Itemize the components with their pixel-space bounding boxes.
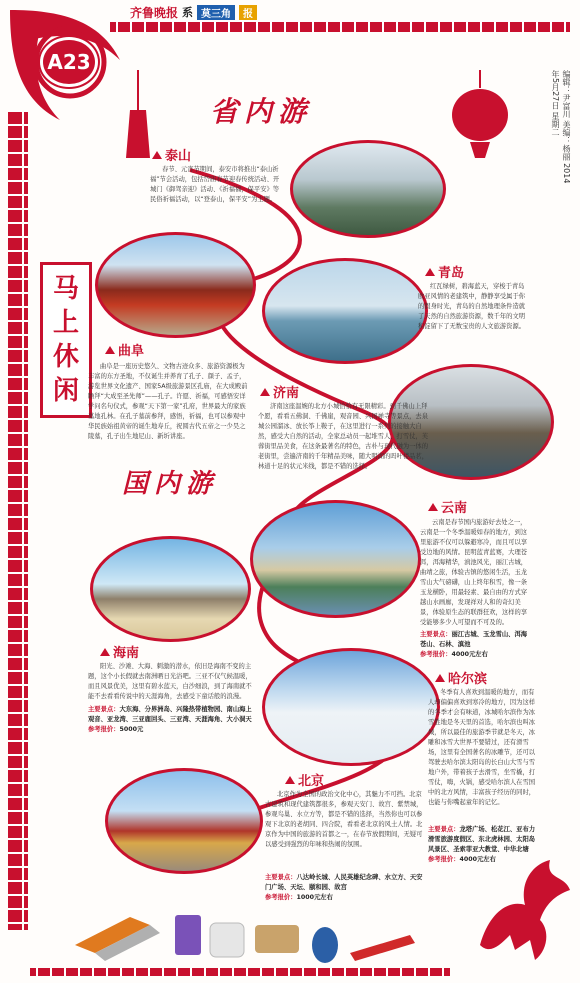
price-label: 参考报价： [265,894,297,901]
netbook-icon [350,935,415,961]
pegasus-papercut-icon [470,850,575,965]
section-title-province: 省内游 [210,95,313,128]
text-qingdao: 红瓦绿树，碧海蓝天，穿梭于青岛欧亚风情的老建筑中，静静享受属于你的假身时光，青岛的自然地理条件造就了天然的自然旅游资源，数千年的文明积淀留下了无数宝贵的人文旅游资源。 [418,283,526,330]
price-value: 5000元 [119,726,144,733]
mouse-icon [312,927,338,963]
spots-value: 丽江古城、玉龙雪山、洱海苍山、石林、滇池 [420,631,528,648]
spots-value: 大东海、分界洲岛、兴隆热带植物园、南山海上观音、亚龙湾、三亚鹿回头、三亚湾、天涯海角、大小洞天 [88,706,252,723]
masthead-tag: 报 [239,5,257,20]
photo-yunnan [250,500,421,618]
price-label: 参考报价： [428,856,460,863]
destination-name: 北京 [298,774,325,789]
camera-icon [255,925,299,953]
text-hainan: 阳光、沙滩、大海、刺激的潜水，依旧是海南不变的主题，这个小长假就去南洲晒日光浴吧。三亚不仅气候温暖，而且风景优美，这里有碧水蓝天，白沙细浪，到了海南就不能不去看看传说中的天涯海角，去感受下童话般的浪漫。 [88,663,252,700]
vertical-title-char: 马 [52,274,79,304]
destination-name: 青岛 [438,266,465,281]
heading-jinan [260,382,299,401]
laptop-icon [75,917,160,961]
triangle-icon [428,503,438,511]
triangle-icon [152,151,162,159]
photo-harbin [262,648,440,766]
spots-label: 主要景点： [88,706,120,713]
masthead-edition: 莫三角 [197,5,235,20]
info-yunnan [420,630,532,660]
triangle-icon [260,388,270,396]
destination-name: 哈尔滨 [448,672,488,687]
info-beijing [265,873,425,903]
spots-label: 主要景点： [420,631,452,638]
photo-qingdao [262,258,428,364]
text-qufu: 曲阜是一座历史悠久、文物古迹众多、旅游资源极为丰富的东方圣地，不仅诞生并养育了孔子、颜子、孟子，游览世界文化遗产、国家5A级旅游景区孔庙，在大成殿前瞻拜“大成至圣先师”——孔子。许愿、祈福，可感悟安详学问名句仪式，参观“天下第一家”孔府，世界最大的家族墓地孔林。在孔子墓前参拜，感悟，祈福，也可以参观中华民族始祖黄帝的诞生地寿丘，祝圆古代五帝之一少昊之陵墓，孔子出生地尼山、新圻讲座。 [88,363,248,440]
text-taishan: 春节、元宵节期间，泰安市将推出“泰山祈福”节会活动，包括岱庙春节迎春传统活动、开城门《御驾亲迎》活动、《祈福福，保平安》等民俗祈福活动，以“登泰山，保平安”为主题。 [150,166,280,203]
destination-name: 济南 [273,386,300,401]
heading-qingdao [425,262,464,281]
text-jinan: 济南这座温婉的北方小城恰恰有无限精彩。到千佛山上拜个愿，看看五佛洞、千佛崖，观音园、兴国禅寺等景点，去泉城公园溜冰、放长筝上鞍子，在这里进行一系列的接触大自然，感受大自然的活动，全家总动员一起堆雪人、打雪仗，芙蓉街里品美食，在这条最著名的特色，古朴与现代融为一体的老街里，尝遍济南的千年精品美味，随大明湖的吗叶楼品茗，林道十足的状元米线，都是不错的选择。 [258,403,429,470]
heading-beijing [285,770,324,789]
tablet-icon [175,915,201,955]
masthead-system: 系 [182,6,194,19]
price-value: 1000元左右 [296,894,333,901]
text-beijing: 北京作为全国的政治文化中心，其魅力不可挡。北京古建筑和现代建筑都很多，参观天安门、故宫、紫禁城，参观鸟巢、水立方等，都是不错的选择，当然你也可以参观下北京的老胡同、四合院，看看老北京的风土人情。北京作为中国的旅游的首都之一，在春节放假期间，无疑可以感受到强烈的年味和热闹的氛围。 [265,791,423,848]
destination-name: 泰山 [165,149,192,164]
router-icon [210,923,244,957]
spots-label: 主要景点： [265,874,297,881]
photo-qufu [95,232,256,338]
vertical-title-char: 休 [52,342,79,372]
spots-label: 主要景点： [428,826,460,833]
triangle-icon [105,346,115,354]
product-strip [70,905,420,965]
editor-credit: 编辑：尹富川 美编：杨丽 2014年5月27日 星期二 [551,70,571,184]
triangle-icon [425,268,435,276]
section-title-country: 国内游 [122,469,219,499]
price-label: 参考报价： [420,651,452,658]
info-hainan [88,705,253,735]
heading-yunnan [428,497,467,516]
destination-name: 云南 [441,501,468,516]
price-value: 4000元左右 [459,856,496,863]
vertical-title-char: 上 [52,308,79,338]
vertical-title-char: 闲 [52,376,79,406]
heading-harbin [435,668,487,687]
price-label: 参考报价： [88,726,120,733]
spots-value: 龙塔广场、松花江、亚布力滑雪旅游度假区、东北虎林园、太阳岛风景区、圣索菲亚大教堂、中华北塘 [428,826,536,853]
spots-value: 八达岭长城、人民英雄纪念碑、水立方、天安门广场、天坛、颐和园、故宫 [265,874,423,891]
masthead-logo: 齐鲁晚报 [130,5,179,20]
price-value: 4000元左右 [451,651,488,658]
heading-taishan [152,145,191,164]
triangle-icon [285,776,295,784]
heading-qufu [105,340,144,359]
text-harbin: 冬季有人喜欢到温暖的地方，而有人却偏偏喜欢到寒冷的地方，因为这样的冬季才会有味道，冰城哈尔滨作为冰雪胜地是冬天里的首选，哈尔滨也叫冰城，所以最佳的旅游季节就是冬天，冰雕和冰雪大世界不要错过，还有滑雪场，这里有全国著名的冰雕节，还可以驾驶去哈尔滨太阳岛的长白山大雪与雪地户外，带着孩子去滑雪，坐雪橇，打雪仗，嗨，火锅，感受哈尔滨人在雪国中的北方风情，丰富孩子经历的同时，也能与你嘴起童年的记忆。 [428,689,536,806]
triangle-icon [435,674,445,682]
heading-hainan [100,642,139,661]
destination-name: 曲阜 [118,344,145,359]
destination-name: 海南 [113,646,140,661]
photo-taishan [290,140,446,238]
page-number: A23 [43,40,95,84]
text-yunnan: 云南是春节国内旅游好去处之一，云南是一个冬季温暖如春的地方，到这里旅游不仅可以躲避寒冷，而且可以享受边地的风情。昆明蓝青蓝赛，大理苍洱，洱海精华，滇池风光，丽江古城，曲靖之旅，体验古镇的悠闲生活，玉龙雪山大气磅礴，山上终年积雪，像一条玉龙横卧，用最轻素、最自由的方式穿越山水画廊，发现祥对人和的奇幻美景，体验原生态的联群狂欢，这样的享受能够多少人可望而不可及的。 [420,519,528,626]
photo-hainan [90,536,251,642]
photo-beijing [105,768,263,874]
triangle-icon [100,648,110,656]
